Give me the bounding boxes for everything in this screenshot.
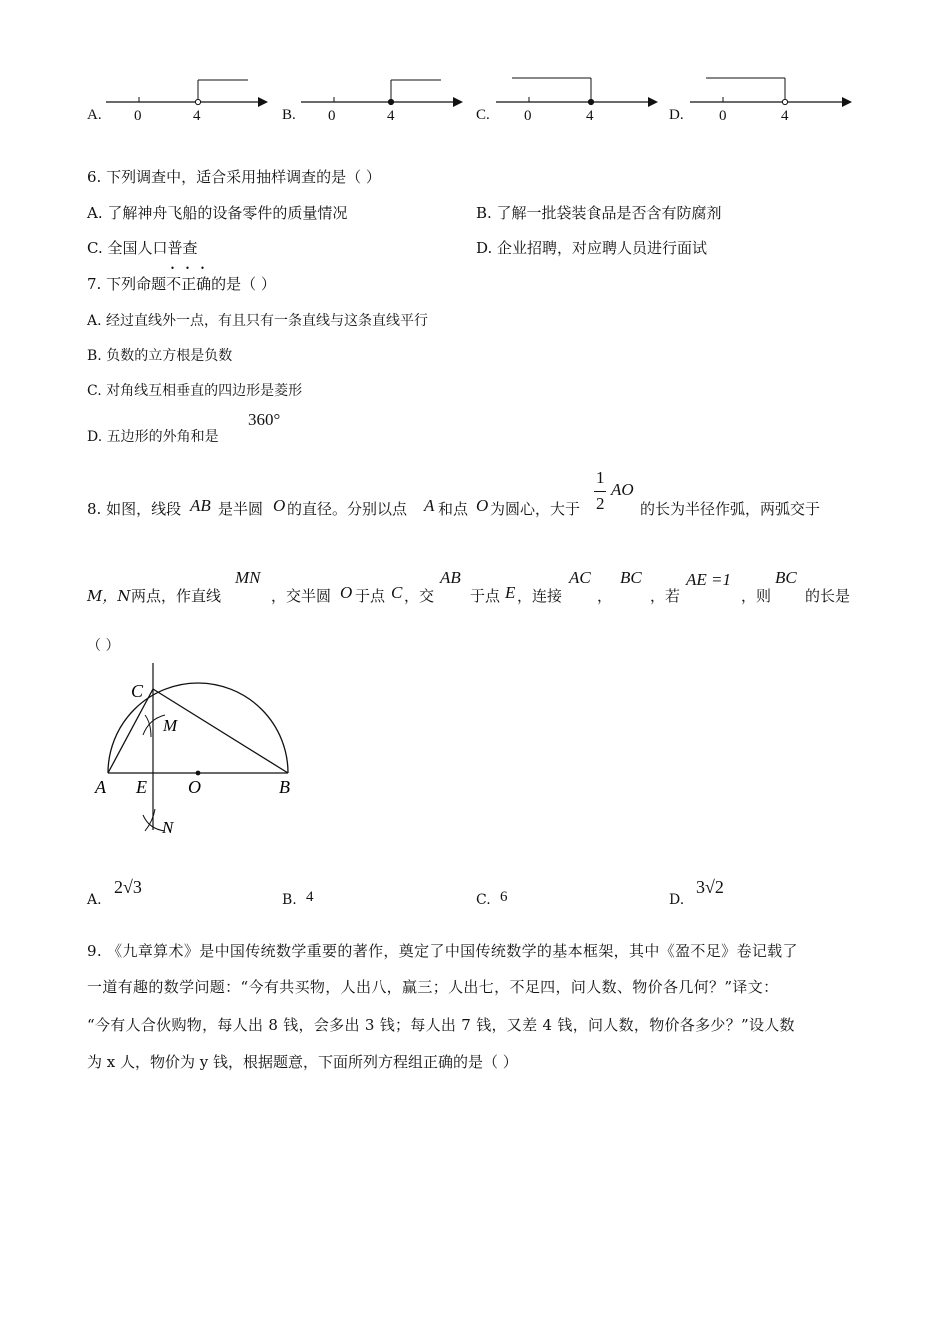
q8-math-e: E: [505, 583, 516, 602]
q8-option-a-letter: A.: [87, 892, 102, 908]
q8-comma: ，: [597, 587, 613, 605]
q8-math-a: A: [424, 496, 435, 515]
q8-text-1a: 8. 如图，线段: [87, 500, 182, 518]
q9-line-2: 一道有趣的数学问题：“今有共买物，人出八，赢三；人出七，不足四，问人数、物价各几何？”译文：: [87, 978, 779, 996]
q8-math-c: C: [391, 583, 403, 602]
q8-option-c-letter: C.: [476, 892, 491, 908]
q8-text-2i: ，则: [741, 587, 772, 605]
q8-math-ab2: AB: [440, 568, 461, 587]
q5-c-tick-0: 0: [524, 108, 532, 124]
q7-option-c: C. 对角线互相垂直的四边形是菱形: [87, 383, 303, 399]
q8-frac-num: 1: [596, 468, 605, 487]
q9-line-1: 9. 《九章算术》是中国传统数学重要的著作，奠定了中国传统数学的基本框架，其中《盈不足》卷记载了: [87, 942, 798, 960]
q8-math-ao: AO: [611, 480, 634, 499]
q8-text-2a: M，N: [87, 587, 131, 605]
figure-label-m: M: [163, 716, 178, 735]
q8-math-ae-eq: AE =1: [686, 570, 731, 589]
figure-label-o: O: [188, 777, 201, 797]
q8-option-c-value: 6: [500, 889, 508, 905]
q5-d-tick-0: 0: [719, 108, 727, 124]
q5-c-tick-4: 4: [586, 108, 594, 124]
q7-option-b: B. 负数的立方根是负数: [87, 348, 233, 364]
q8-math-bc2: BC: [775, 568, 797, 587]
q8-frac-bar: [594, 491, 606, 492]
figure-label-b: B: [279, 777, 290, 797]
q6-option-d: D. 企业招聘，对应聘人员进行面试: [476, 239, 708, 257]
q6-option-b: B. 了解一批袋装食品是否含有防腐剂: [476, 204, 722, 222]
figure-label-a: A: [95, 777, 106, 797]
segment-ac: [108, 689, 153, 773]
q8-text-1b: 是半圆: [218, 500, 264, 518]
q5-number-line-d: [684, 72, 854, 127]
q8-text-2e: ，交: [404, 587, 435, 605]
figure-label-e: E: [136, 777, 147, 797]
q8-text-1d: 和点: [438, 500, 469, 518]
q7-option-a: A. 经过直线外一点，有且只有一条直线与这条直线平行: [87, 313, 429, 329]
q8-text-2g: ，连接: [517, 587, 563, 605]
q7-option-d-math: 360°: [248, 410, 281, 429]
q8-text-2h: ，若: [650, 587, 681, 605]
q5-option-a-letter: A.: [87, 107, 102, 123]
q8-math-bc: BC: [620, 568, 642, 587]
q9-line-4: 为 x 人，物价为 y 钱，根据题意，下面所列方程组正确的是（ ）: [87, 1053, 518, 1071]
q5-b-tick-4: 4: [387, 108, 395, 124]
q8-math-ac: AC: [569, 568, 591, 587]
q8-text-2d: 于点: [355, 587, 386, 605]
q8-math-ab: AB: [190, 496, 211, 515]
q7-stem: [87, 273, 276, 294]
q8-math-o2: O: [476, 496, 489, 515]
q7-emphasis-3: 确: [196, 275, 212, 293]
q5-a-tick-0: 0: [134, 108, 142, 124]
q5-a-tick-4: 4: [193, 108, 201, 124]
q6-option-a: A. 了解神舟飞船的设备零件的质量情况: [87, 204, 348, 222]
q8-option-b-value: 4: [306, 889, 314, 905]
q8-math-o: O: [273, 496, 286, 515]
q9-line-3: “今有人合伙购物，每人出 8 钱，会多出 3 钱；每人出 7 钱，又差 4 钱，问人数，物价各多少？”设人数: [87, 1016, 795, 1034]
q8-text-2j: 的长是: [805, 587, 851, 605]
q8-option-b-letter: B.: [282, 892, 297, 908]
q5-d-tick-4: 4: [781, 108, 789, 124]
q8-math-o3: O: [340, 583, 353, 602]
q8-option-d-value: 3√2: [696, 877, 724, 897]
q7-stem-post: 的是（ ）: [211, 275, 276, 293]
q8-math-mn: MN: [235, 568, 261, 587]
q8-answer-paren: （ ）: [87, 638, 120, 654]
q8-option-d-letter: D.: [669, 892, 685, 908]
q8-semicircle-figure: [85, 655, 315, 845]
figure-label-n: N: [162, 818, 174, 837]
q5-b-tick-0: 0: [328, 108, 336, 124]
q5-option-d-letter: D.: [669, 107, 684, 123]
q8-text-1f: 的长为半径作弧，两弧交于: [640, 500, 821, 518]
q5-option-c-letter: C.: [476, 107, 490, 123]
q8-frac-den: 2: [596, 494, 605, 513]
arc-mark-m1: [143, 715, 165, 735]
q8-text-2c: ，交半圆: [271, 587, 332, 605]
q8-option-a-value: 2√3: [114, 877, 142, 897]
q8-text-2f: 于点: [470, 587, 501, 605]
q7-emphasis-1: 不: [166, 275, 182, 293]
center-point-o: [196, 771, 201, 776]
q8-text-1c: 的直径。分别以点: [287, 500, 408, 518]
q6-stem: 6. 下列调查中，适合采用抽样调查的是（ ）: [87, 168, 381, 186]
figure-label-c: C: [131, 681, 144, 701]
q8-text-1e: 为圆心，大于: [490, 500, 581, 518]
q7-emphasis-2: 正: [181, 275, 197, 293]
q7-stem-pre: 7. 下列命题: [87, 275, 167, 293]
q7-option-d: D. 五边形的外角和是: [87, 429, 219, 445]
q6-option-c: C. 全国人口普查: [87, 239, 198, 257]
q5-number-line-c: [490, 72, 660, 127]
q5-number-line-b: [295, 72, 465, 127]
q5-option-b-letter: B.: [282, 107, 296, 123]
q8-text-2b: 两点，作直线: [131, 587, 222, 605]
q5-number-line-a: [100, 72, 270, 127]
